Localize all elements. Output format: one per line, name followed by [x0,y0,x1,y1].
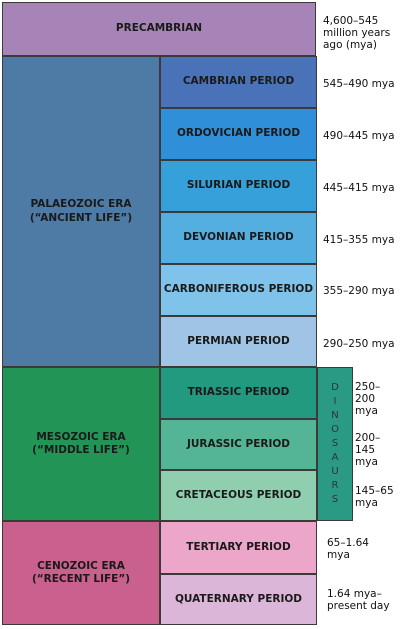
period-cambrian-label: CAMBRIAN PERIOD [182,75,295,88]
period-silurian [160,160,317,212]
era-cenozoic [2,521,160,625]
period-ordovician [160,108,317,160]
dinosaurs-letter: S [331,438,339,449]
period-tertiary-label: TERTIARY PERIOD [186,540,291,553]
period-triassic-label: TRIASSIC PERIOD [187,386,290,399]
period-cretaceous-date: 145–65 mya [355,485,394,510]
period-triassic [160,367,317,419]
precambrian-box [2,2,316,56]
era-palaeozoic-label: PALAEOZOIC ERA (“ANCIENT LIFE”) [29,198,133,224]
period-ordovician-date: 490–445 mya [323,130,395,142]
dinosaurs-letter: S [331,494,339,505]
era-mesozoic [2,367,160,521]
period-cambrian [160,56,317,108]
period-carboniferous-label: CARBONIFEROUS PERIOD [163,283,314,296]
period-permian-label: PERMIAN PERIOD [187,334,290,347]
period-tertiary [160,521,317,574]
dinosaurs-letter: N [331,410,339,421]
dinosaurs-letter: U [331,466,339,477]
period-triassic-date: 250– 200 mya [355,381,381,418]
dinosaurs-letter: A [331,452,339,463]
period-devonian-date: 415–355 mya [323,234,395,246]
period-devonian [160,212,317,264]
era-palaeozoic [2,56,160,367]
period-cambrian-date: 545–490 mya [323,78,395,90]
period-permian-date: 290–250 mya [323,338,395,350]
era-mesozoic-label: MESOZOIC ERA (“MIDDLE LIFE”) [32,430,130,456]
period-tertiary-date: 65–1.64 mya [327,537,369,562]
period-quaternary [160,574,317,625]
dinosaurs-label [331,381,339,507]
period-carboniferous-date: 355–290 mya [323,285,395,297]
period-quaternary-date: 1.64 mya– present day [327,588,390,613]
period-jurassic-date: 200– 145 mya [355,432,381,469]
precambrian-label: PRECAMBRIAN [115,22,203,35]
period-jurassic-label: JURASSIC PERIOD [186,437,291,450]
period-jurassic [160,419,317,470]
dinosaurs-band [317,367,353,521]
precambrian-date: 4,600–545 million years ago (mya) [323,15,391,52]
era-cenozoic-label: CENOZOIC ERA (“RECENT LIFE”) [31,559,131,585]
period-ordovician-label: ORDOVICIAN PERIOD [176,127,301,140]
dinosaurs-letter: I [333,396,337,407]
period-permian [160,316,317,367]
period-devonian-label: DEVONIAN PERIOD [183,231,294,244]
period-cretaceous-label: CRETACEOUS PERIOD [175,488,302,501]
period-cretaceous [160,470,317,521]
dinosaurs-letter: O [331,424,339,435]
period-silurian-label: SILURIAN PERIOD [186,179,291,192]
dinosaurs-letter: R [331,480,339,491]
dinosaurs-letter: D [331,382,339,393]
period-carboniferous [160,264,317,316]
period-silurian-date: 445–415 mya [323,182,395,194]
period-quaternary-label: QUATERNARY PERIOD [174,592,303,605]
